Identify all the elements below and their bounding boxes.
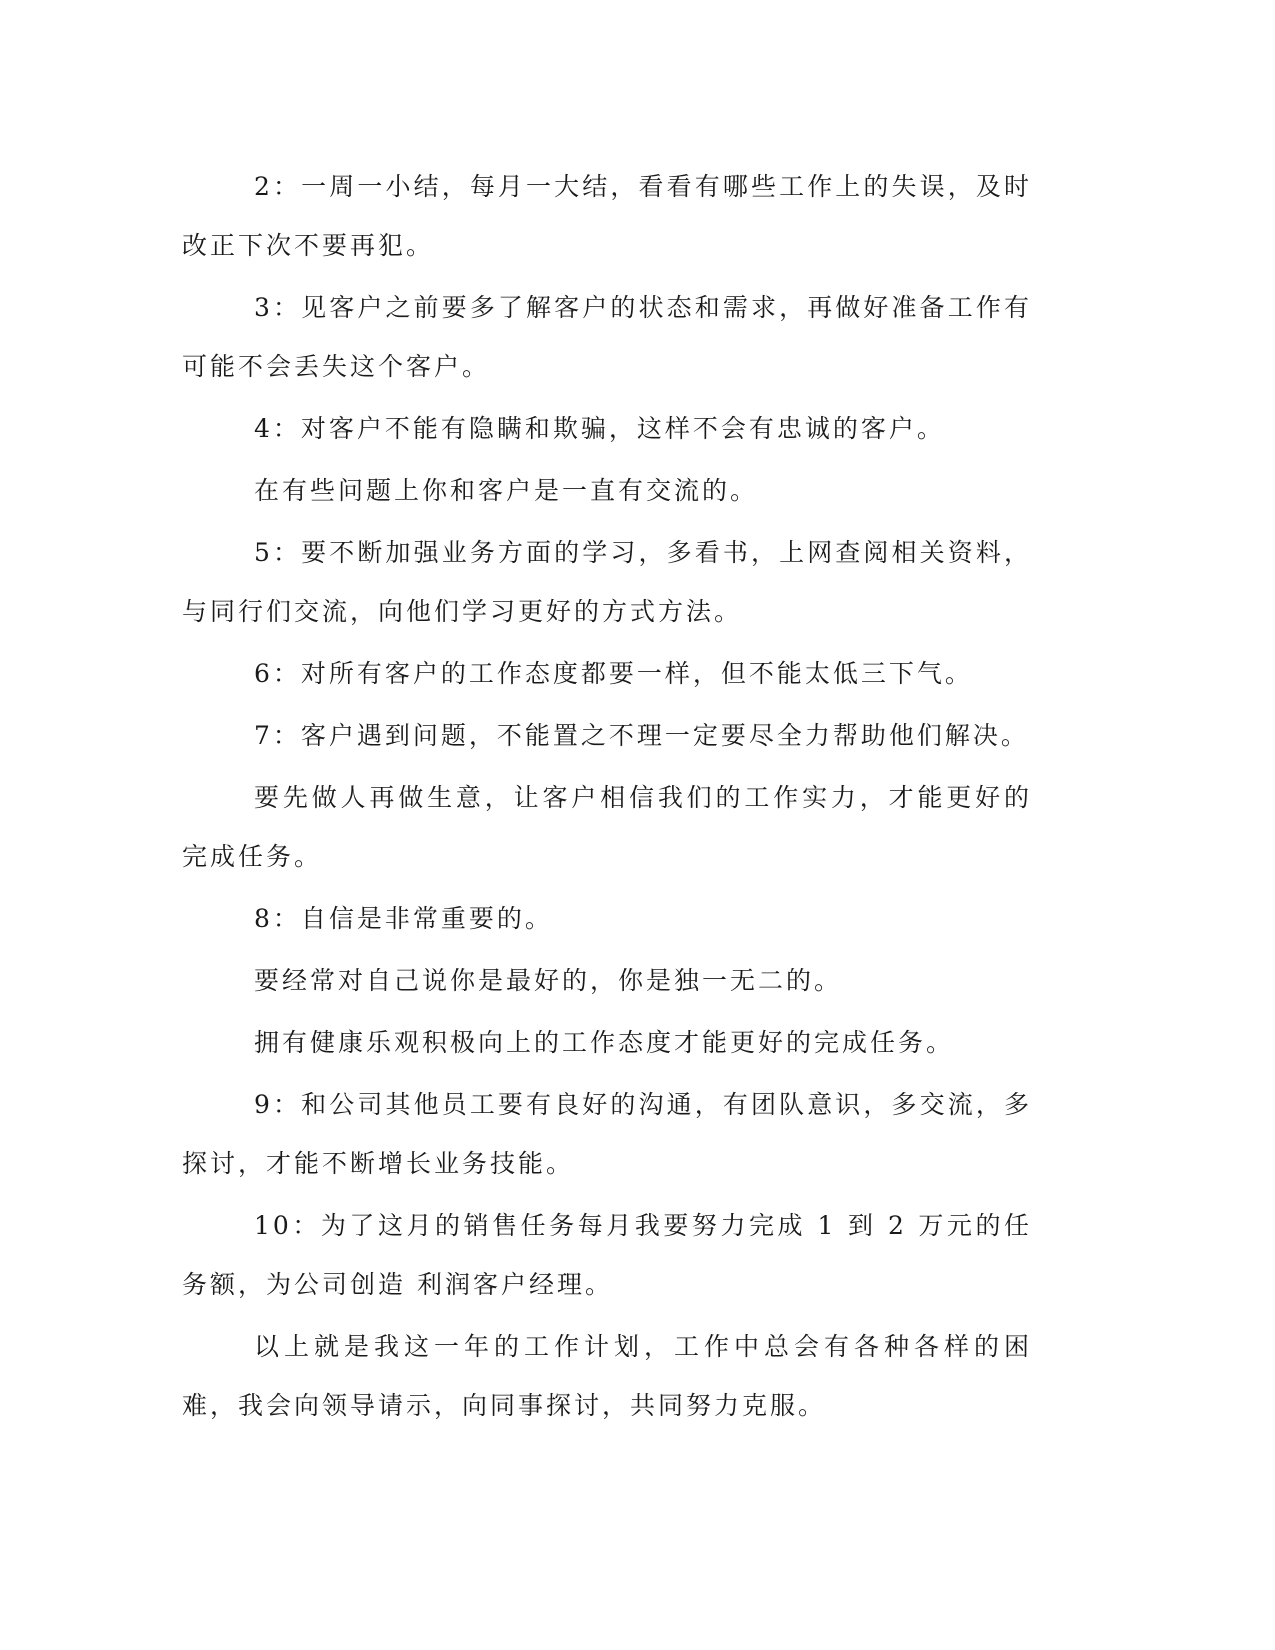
paragraph-item-3: 3：见客户之前要多了解客户的状态和需求，再做好准备工作有可能不会丢失这个客户。 xyxy=(182,293,1032,381)
document-body xyxy=(182,157,1032,1438)
paragraph-communication: 在有些问题上你和客户是一直有交流的。 xyxy=(254,476,759,505)
paragraph-be-person-first: 要先做人再做生意，让客户相信我们的工作实力，才能更好的完成任务。 xyxy=(182,783,1032,871)
paragraph-item-7: 7：客户遇到问题，不能置之不理一定要尽全力帮助他们解决。 xyxy=(254,721,1029,750)
paragraph-conclusion: 以上就是我这一年的工作计划，工作中总会有各种各样的困难，我会向领导请示，向同事探讨，共同努力克服。 xyxy=(182,1332,1032,1420)
paragraph-item-2: 2：一周一小结，每月一大结，看看有哪些工作上的失误，及时改正下次不要再犯。 xyxy=(182,172,1032,260)
paragraph-item-10: 10：为了这月的销售任务每月我要努力完成 1 到 2 万元的任务额，为公司创造 利润客户经理。 xyxy=(182,1211,1032,1299)
paragraph-item-9: 9：和公司其他员工要有良好的沟通，有团队意识，多交流，多探讨，才能不断增长业务技能。 xyxy=(182,1090,1032,1178)
paragraph-item-4: 4：对客户不能有隐瞒和欺骗，这样不会有忠诚的客户。 xyxy=(254,414,945,443)
paragraph-item-6: 6：对所有客户的工作态度都要一样，但不能太低三下气。 xyxy=(254,659,973,688)
paragraph-item-5: 5：要不断加强业务方面的学习，多看书，上网查阅相关资料，与同行们交流，向他们学习更好的方式方法。 xyxy=(182,538,1032,626)
paragraph-item-8: 8：自信是非常重要的。 xyxy=(254,904,553,933)
paragraph-positive-attitude: 拥有健康乐观积极向上的工作态度才能更好的完成任务。 xyxy=(254,1028,955,1057)
paragraph-self-talk: 要经常对自己说你是最好的，你是独一无二的。 xyxy=(254,966,843,995)
